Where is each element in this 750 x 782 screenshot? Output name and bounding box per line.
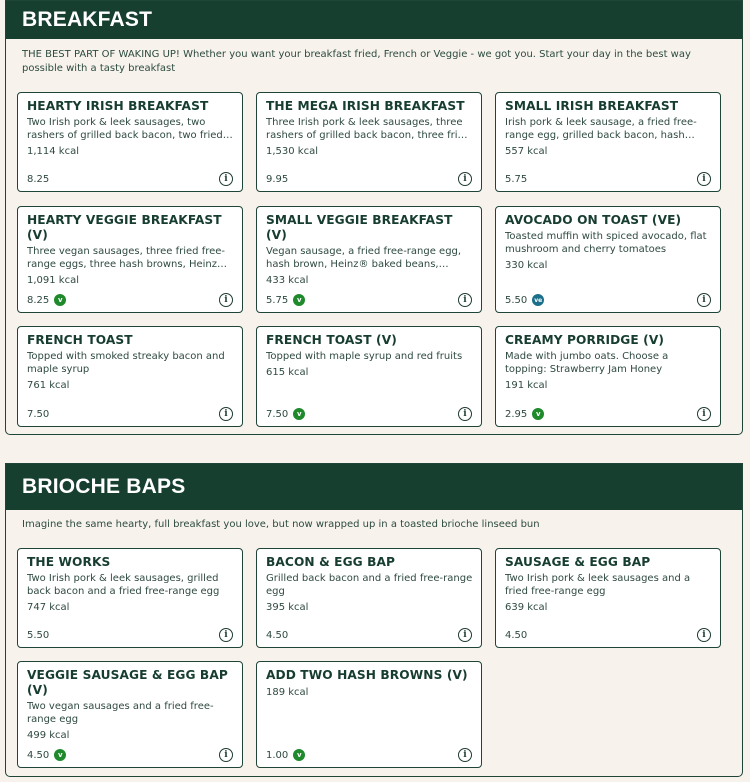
menu-item-card-sausage-egg-bap[interactable] xyxy=(495,548,721,648)
vegan-badge-icon: ve xyxy=(532,294,544,306)
menu-item-footer xyxy=(505,293,711,307)
menu-item-name: AVOCADO ON TOAST (VE) xyxy=(505,213,682,227)
info-icon[interactable]: i xyxy=(697,293,711,307)
menu-item-description: Topped with smoked streaky bacon and maple syrup xyxy=(27,351,225,375)
menu-item-description: Irish pork & leek sausage, a fried free-range egg, grilled back bacon, hash xyxy=(505,117,697,141)
menu-item-card-creamy-porridge-v[interactable] xyxy=(495,326,721,427)
menu-item-card-hearty-irish-breakfast[interactable] xyxy=(17,92,243,192)
menu-item-calories: 433 kcal xyxy=(266,275,309,286)
info-icon[interactable]: i xyxy=(697,628,711,642)
info-icon[interactable]: i xyxy=(458,293,472,307)
menu-item-price: 4.50 xyxy=(505,629,528,641)
menu-item-footer xyxy=(266,172,472,186)
menu-item-name: HEARTY IRISH BREAKFAST xyxy=(27,99,209,113)
menu-item-description: Three Irish pork & leek sausages, three rashers of grilled back bacon, three fried xyxy=(266,117,471,141)
menu-item-footer xyxy=(266,628,472,642)
menu-item-card-hearty-veggie-breakfast-v[interactable] xyxy=(17,206,243,313)
info-icon[interactable]: i xyxy=(697,407,711,421)
info-icon[interactable]: i xyxy=(458,407,472,421)
menu-item-calories: 499 kcal xyxy=(27,730,70,741)
vegetarian-badge-icon: v xyxy=(293,408,305,420)
menu-item-description: Two Irish pork & leek sausages and a fried free-range egg xyxy=(505,573,691,597)
menu-item-description: Two Irish pork & leek sausages, two rashers of grilled back bacon, two fried xyxy=(27,117,223,141)
breakfast-header xyxy=(6,1,742,39)
menu-item-price: 5.75 xyxy=(505,173,528,185)
menu-item-calories: 1,530 kcal xyxy=(266,146,319,157)
menu-item-price: 8.25 xyxy=(27,294,50,306)
menu-item-calories: 1,114 kcal xyxy=(27,146,80,157)
menu-item-price: 5.50 xyxy=(505,294,528,306)
info-icon[interactable]: i xyxy=(458,748,472,762)
vegetarian-badge-icon: v xyxy=(54,749,66,761)
vegetarian-badge-icon: v xyxy=(293,294,305,306)
menu-item-name: CREAMY PORRIDGE (V) xyxy=(505,333,665,347)
menu-item-footer xyxy=(266,293,472,307)
menu-item-footer xyxy=(27,293,233,307)
info-icon[interactable]: i xyxy=(219,172,233,186)
menu-item-card-french-toast-v[interactable] xyxy=(256,326,482,427)
menu-item-description: Toasted muffin with spiced avocado, flat mushroom and cherry tomatoes xyxy=(505,231,707,255)
menu-item-footer xyxy=(27,407,233,421)
menu-item-calories: 557 kcal xyxy=(505,146,548,157)
info-icon[interactable]: i xyxy=(219,628,233,642)
menu-item-name: THE WORKS xyxy=(27,555,111,569)
menu-item-description: Two Irish pork & leek sausages, grilled back bacon and a fried free-range egg xyxy=(27,573,220,597)
menu-item-price: 4.50 xyxy=(266,629,289,641)
menu-item-footer xyxy=(27,628,233,642)
menu-item-name: SMALL VEGGIE BREAKFAST (V) xyxy=(266,213,453,242)
info-icon[interactable]: i xyxy=(697,172,711,186)
menu-item-footer xyxy=(505,172,711,186)
menu-item-card-add-two-hash-browns-v[interactable] xyxy=(256,661,482,768)
menu-item-footer xyxy=(505,407,711,421)
menu-item-calories: 1,091 kcal xyxy=(27,275,80,286)
vegetarian-badge-icon: v xyxy=(54,294,66,306)
menu-item-calories: 615 kcal xyxy=(266,367,309,378)
menu-item-name: HEARTY VEGGIE BREAKFAST (V) xyxy=(27,213,222,242)
menu-item-card-avocado-on-toast-ve[interactable] xyxy=(495,206,721,313)
menu-item-card-bacon-egg-bap[interactable] xyxy=(256,548,482,648)
menu-item-name: VEGGIE SAUSAGE & EGG BAP (V) xyxy=(27,668,228,697)
menu-item-footer xyxy=(505,628,711,642)
menu-item-calories: 761 kcal xyxy=(27,380,70,391)
menu-item-card-small-irish-breakfast[interactable] xyxy=(495,92,721,192)
menu-item-calories: 191 kcal xyxy=(505,380,548,391)
menu-item-price: 7.50 xyxy=(266,408,289,420)
brioche-description: Imagine the same hearty, full breakfast you love, but now wrapped up in a toasted brioche linseed bun xyxy=(22,519,540,530)
brioche-section xyxy=(5,463,743,777)
info-icon[interactable]: i xyxy=(219,407,233,421)
menu-item-price: 8.25 xyxy=(27,173,50,185)
menu-item-card-french-toast[interactable] xyxy=(17,326,243,427)
menu-item-price: 7.50 xyxy=(27,408,50,420)
menu-item-footer xyxy=(27,172,233,186)
menu-item-card-small-veggie-breakfast-v[interactable] xyxy=(256,206,482,313)
menu-item-description: Two vegan sausages and a fried free-range egg xyxy=(27,701,214,725)
menu-item-name: ADD TWO HASH BROWNS (V) xyxy=(266,668,468,682)
menu-item-name: THE MEGA IRISH BREAKFAST xyxy=(266,99,465,113)
menu-item-price: 5.75 xyxy=(266,294,289,306)
menu-item-price: 2.95 xyxy=(505,408,528,420)
menu-item-calories: 639 kcal xyxy=(505,602,548,613)
menu-item-description: Vegan sausage, a fried free-range egg, hash brown, Heinz® baked beans, xyxy=(266,246,462,270)
menu-item-description: Made with jumbo oats. Choose a topping: Strawberry Jam Honey xyxy=(505,351,669,375)
menu-item-price: 9.95 xyxy=(266,173,289,185)
menu-item-name: FRENCH TOAST (V) xyxy=(266,333,397,347)
menu-item-calories: 189 kcal xyxy=(266,687,309,698)
menu-item-name: SAUSAGE & EGG BAP xyxy=(505,555,651,569)
vegetarian-badge-icon: v xyxy=(293,749,305,761)
menu-item-name: FRENCH TOAST xyxy=(27,333,133,347)
info-icon[interactable]: i xyxy=(458,172,472,186)
menu-item-price: 5.50 xyxy=(27,629,50,641)
menu-item-calories: 330 kcal xyxy=(505,260,548,271)
menu-item-calories: 395 kcal xyxy=(266,602,309,613)
menu-item-description: Topped with maple syrup and red fruits xyxy=(266,351,463,362)
menu-item-footer xyxy=(27,748,233,762)
menu-item-card-the-works[interactable] xyxy=(17,548,243,648)
info-icon[interactable]: i xyxy=(219,748,233,762)
menu-item-name: SMALL IRISH BREAKFAST xyxy=(505,99,679,113)
menu-item-description: Grilled back bacon and a fried free-range egg xyxy=(266,573,473,597)
breakfast-description: THE BEST PART OF WAKING UP! Whether you want your breakfast fried, French or Veggie - we got you. Start your day in the best way possible with a tasty breakfast xyxy=(22,49,691,74)
brioche-title: BRIOCHE BAPS xyxy=(22,475,186,498)
breakfast-title: BREAKFAST xyxy=(22,8,153,31)
menu-item-footer xyxy=(266,748,472,762)
menu-item-calories: 747 kcal xyxy=(27,602,70,613)
breakfast-section xyxy=(5,0,743,435)
menu-item-price: 4.50 xyxy=(27,749,50,761)
menu-item-name: BACON & EGG BAP xyxy=(266,555,396,569)
menu-item-footer xyxy=(266,407,472,421)
info-icon[interactable]: i xyxy=(458,628,472,642)
brioche-header xyxy=(6,464,742,510)
vegetarian-badge-icon: v xyxy=(532,408,544,420)
menu-item-price: 1.00 xyxy=(266,749,289,761)
menu-item-card-the-mega-irish-breakfast[interactable] xyxy=(256,92,482,192)
menu-item-card-veggie-sausage-egg-bap-v[interactable] xyxy=(17,661,243,768)
menu-item-description: Three vegan sausages, three fried free-range eggs, three hash browns, Heinz® xyxy=(27,246,227,270)
info-icon[interactable]: i xyxy=(219,293,233,307)
